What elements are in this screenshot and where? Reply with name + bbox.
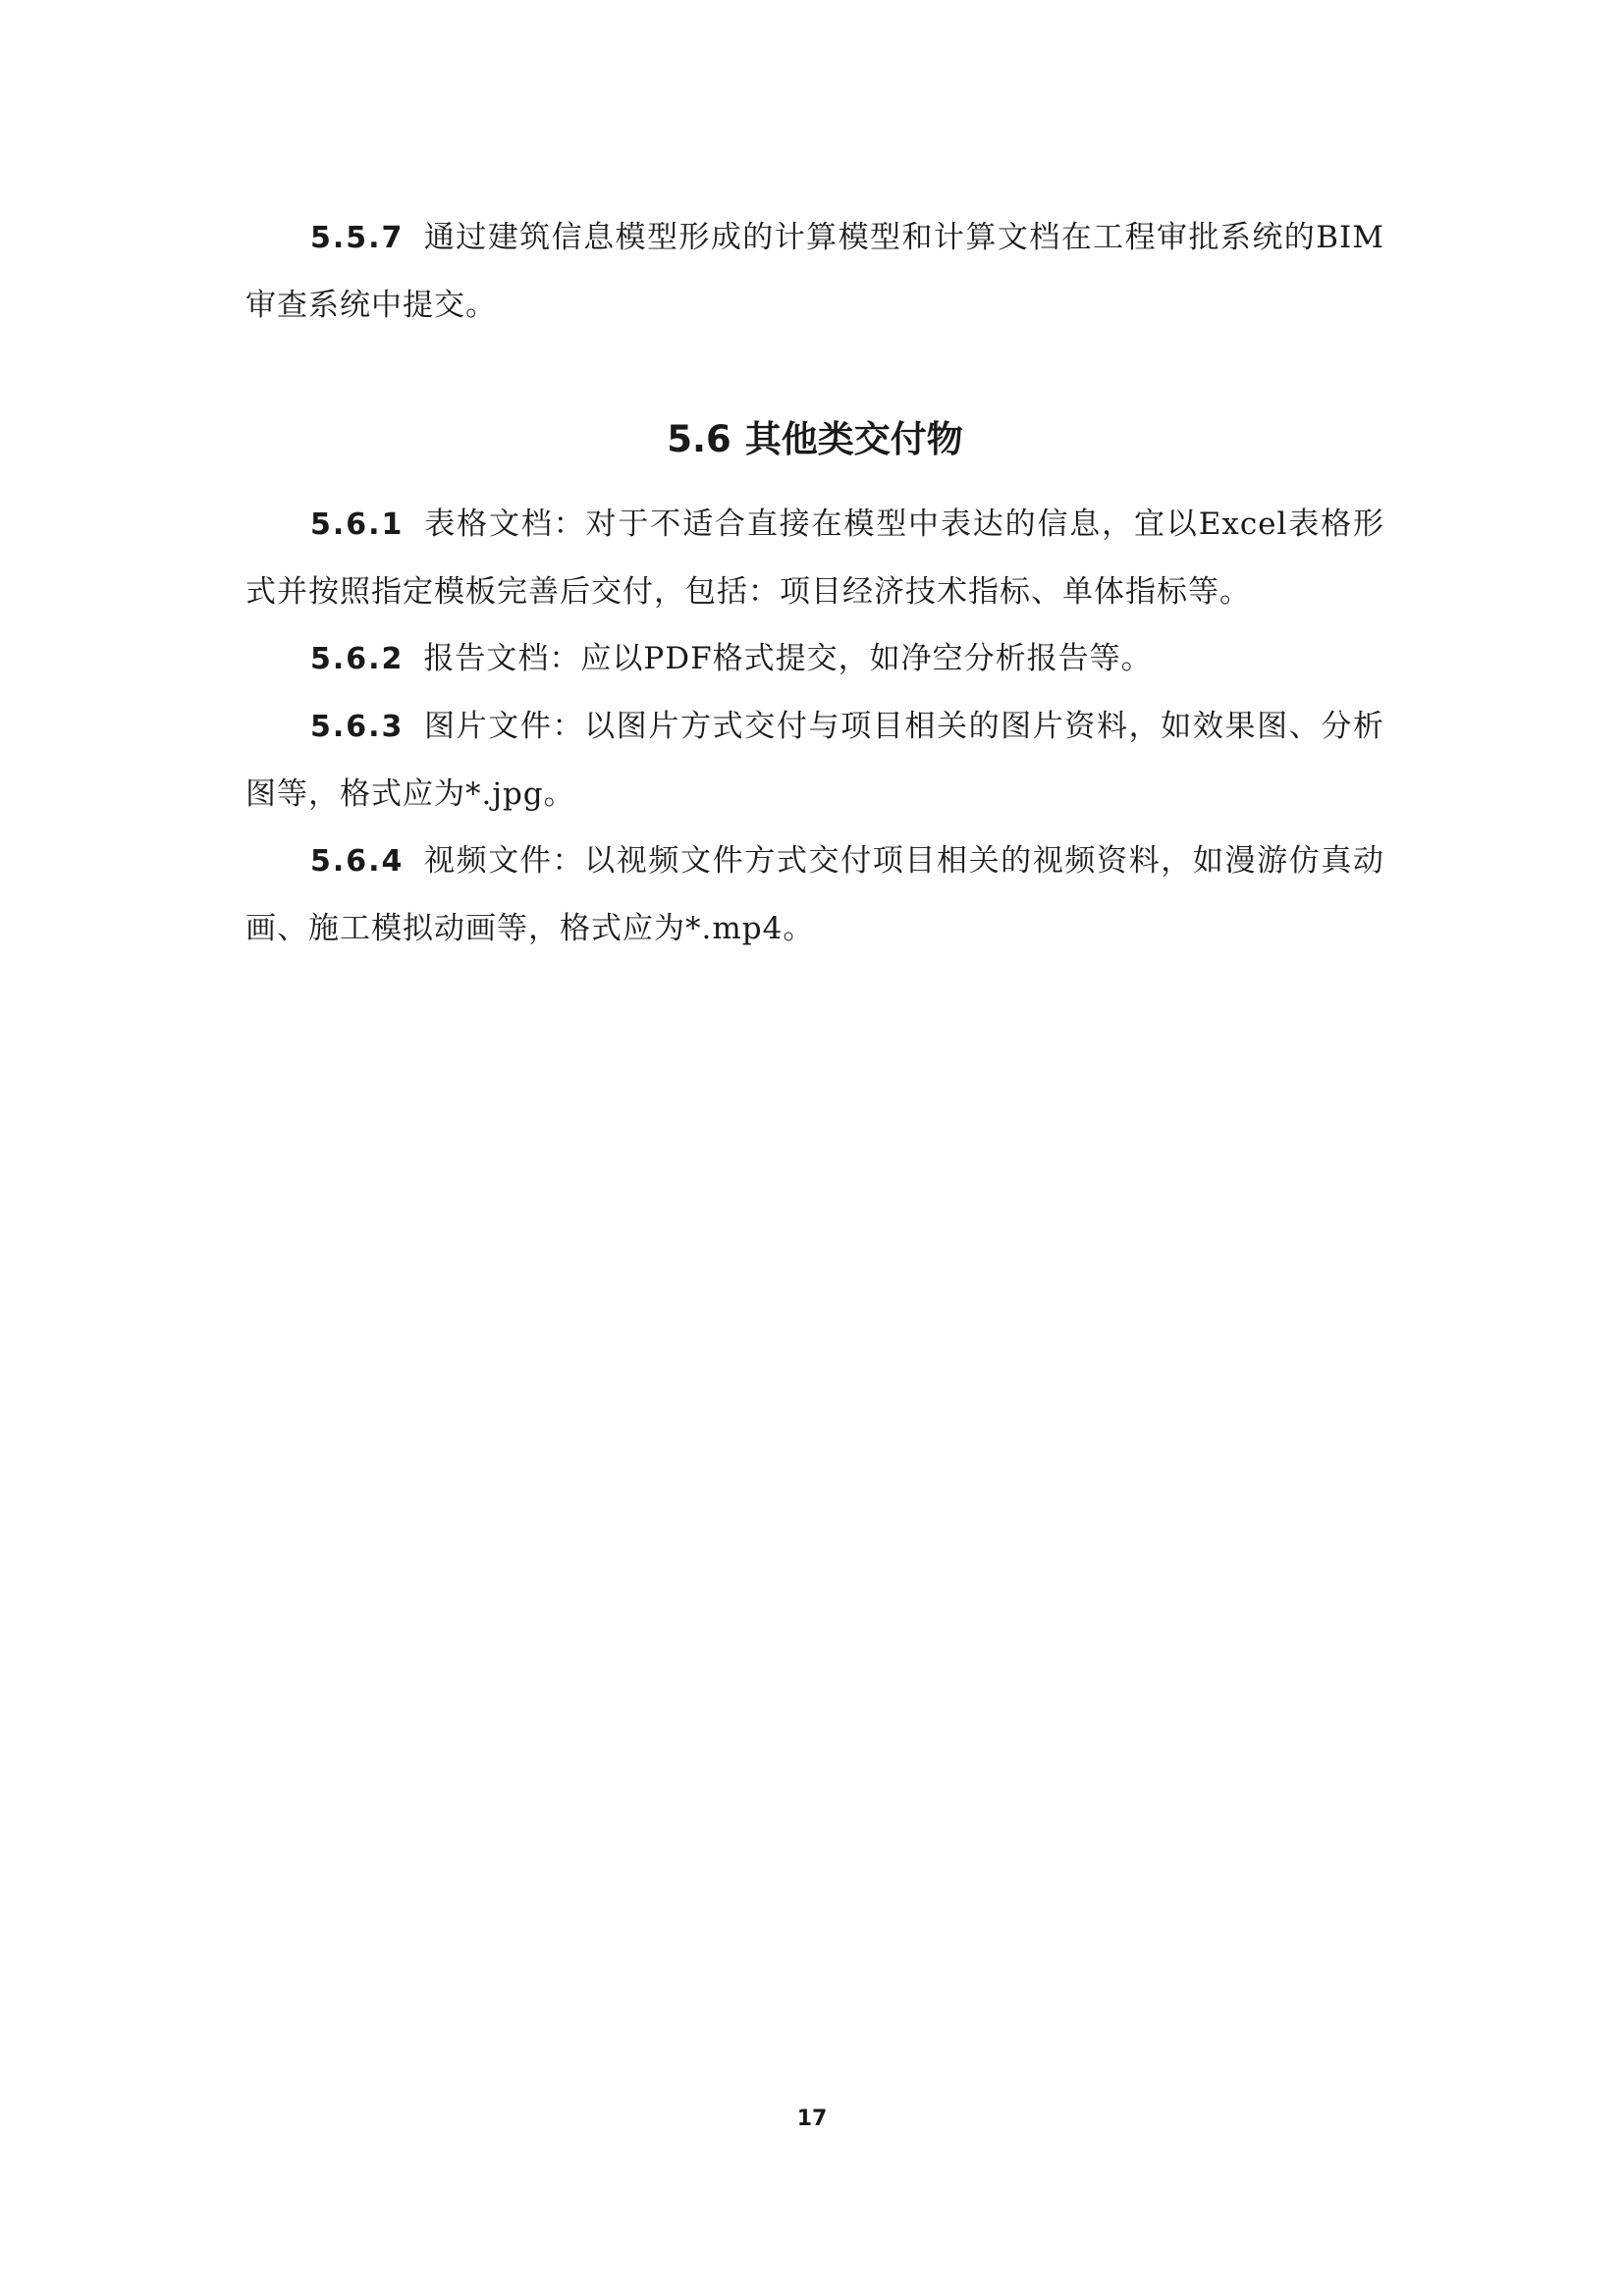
clause-text: 通过建筑信息模型形成的计算模型和计算文档在工程审批系统的BIM审查系统中提交。 [245, 220, 1384, 323]
clause-5-6-3 [245, 693, 1384, 828]
clause-number: 5.6.3 [310, 710, 405, 744]
section-number: 5.6 [667, 418, 731, 460]
clause-text: 表格文档：对于不适合直接在模型中表达的信息，宜以Excel表格形式并按照指定模板完善后交付，包括：项目经济技术指标、单体指标等。 [245, 507, 1384, 610]
section-title: 其他类交付物 [744, 418, 963, 460]
section-heading-5-6 [245, 412, 1384, 467]
clause-text: 视频文件：以视频文件方式交付项目相关的视频资料，如漫游仿真动画、施工模拟动画等，格式应为*.mp4。 [245, 843, 1384, 946]
clause-5-5-7-block [245, 204, 1384, 339]
clause-5-6-4 [245, 828, 1384, 962]
clause-number: 5.6.4 [310, 844, 405, 879]
clause-text: 图片文件：以图片方式交付与项目相关的图片资料，如效果图、分析图等，格式应为*.jpg。 [245, 709, 1384, 812]
page-number: 17 [796, 2107, 828, 2131]
section-5-6-clauses [245, 491, 1384, 962]
clause-5-6-2 [245, 625, 1384, 693]
clause-5-5-7 [245, 204, 1384, 339]
clause-number: 5.5.7 [310, 221, 405, 255]
clause-text: 报告文档：应以PDF格式提交，如净空分析报告等。 [423, 641, 1153, 676]
clause-5-6-1 [245, 491, 1384, 625]
clause-number: 5.6.2 [310, 642, 405, 676]
clause-number: 5.6.1 [310, 507, 405, 542]
